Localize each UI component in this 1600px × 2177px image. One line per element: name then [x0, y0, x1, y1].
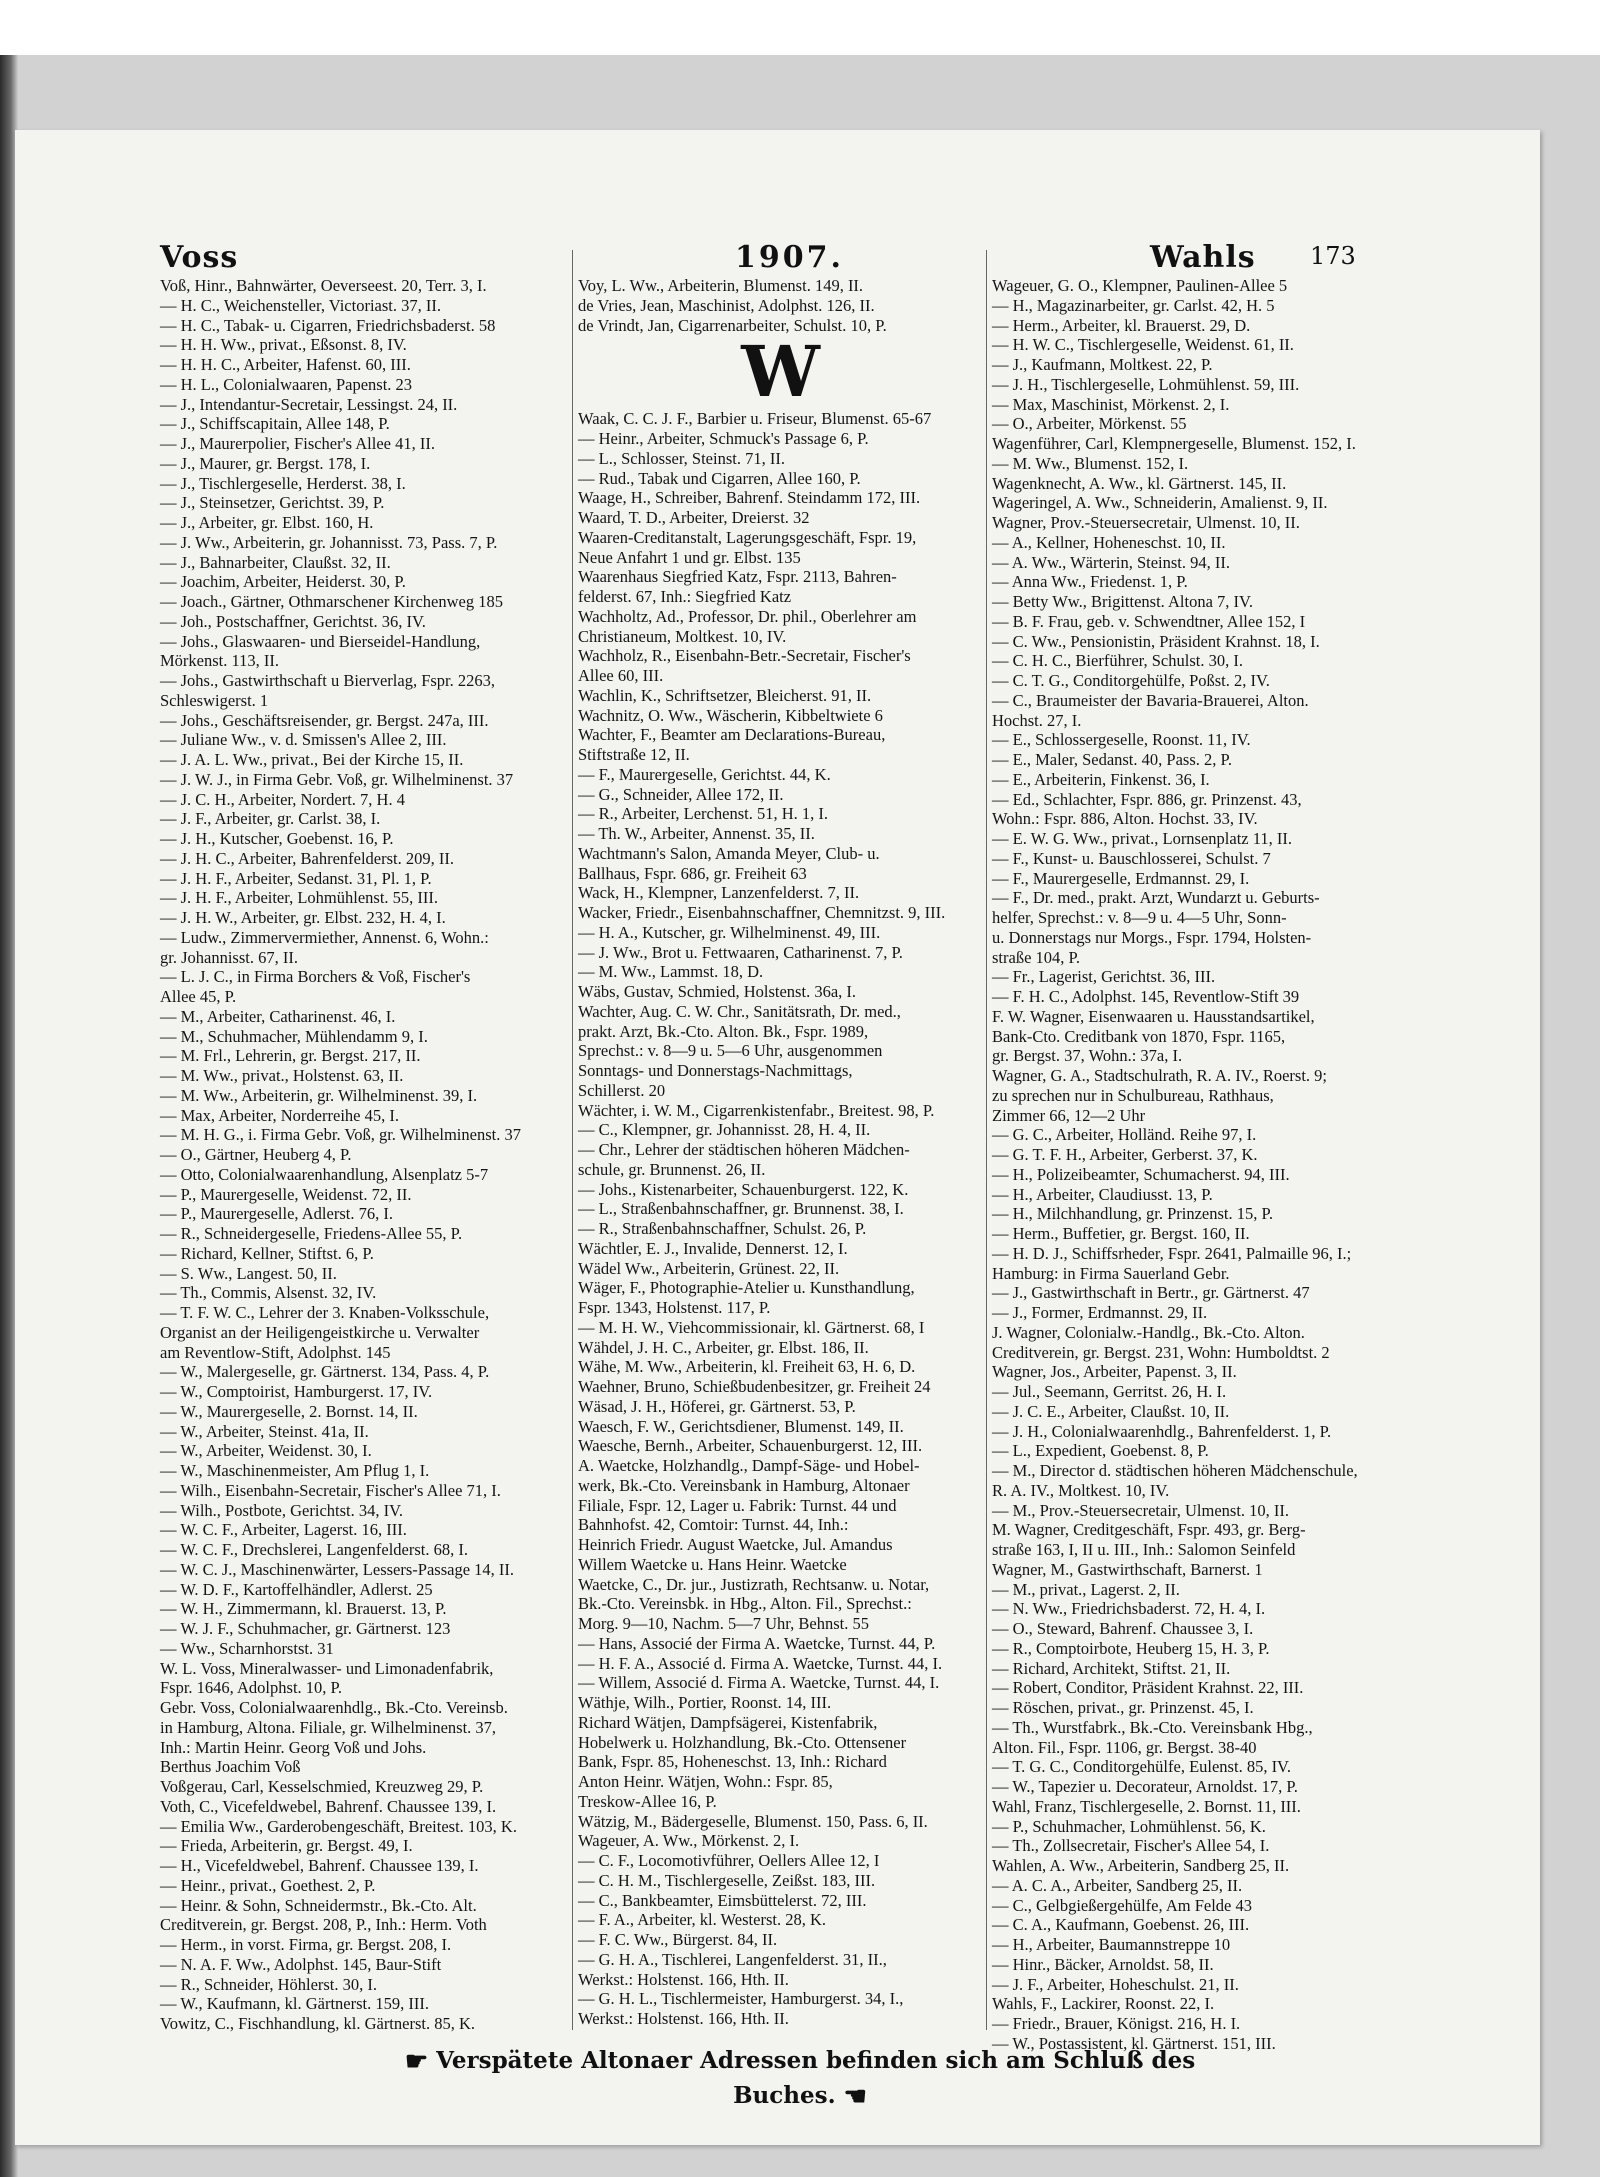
directory-entry: — Herm., in vorst. Firma, gr. Bergst. 208, I. [160, 1935, 452, 1954]
directory-entry: zu sprechen nur in Schulbureau, Rathhaus, [992, 1085, 1274, 1105]
directory-entry: — G. H. A., Tischlerei, Langenfelderst. 31, II., [578, 1949, 887, 1969]
directory-entry: — F., Dr. med., prakt. Arzt, Wundarzt u. Geburts- [992, 888, 1320, 908]
directory-entry: — F. C. Ww., Bürgerst. 84, II. [578, 1930, 778, 1949]
directory-entry: — M., Schuhmacher, Mühlendamm 9, I. [160, 1026, 428, 1046]
directory-entry: — Th., Commis, Alsenst. 32, IV. [160, 1283, 377, 1303]
directory-entry: — M., Prov.-Steuersecretair, Ulmenst. 10, II. [992, 1500, 1290, 1520]
directory-entry: — J. A. L. Ww., privat., Bei der Kirche 15, II. [160, 750, 464, 769]
directory-entry: Wack, H., Klempner, Lanzenfelderst. 7, II. [578, 883, 860, 903]
column-divider [572, 250, 573, 2030]
directory-entry: Waesch, F. W., Gerichtsdiener, Blumenst. 149, II. [578, 1416, 904, 1436]
directory-entry: — Joh., Postschaffner, Gerichtst. 36, IV. [160, 611, 426, 631]
directory-entry: — M. H. W., Viehcommissionair, kl. Gärtnerst. 68, I [578, 1317, 925, 1337]
pointing-hand-left-icon: ☚ [843, 2082, 867, 2112]
directory-entry: Bahnhofst. 42, Comtoir: Turnst. 44, Inh.: [578, 1515, 849, 1535]
directory-entry: — J., Former, Erdmannst. 29, II. [992, 1303, 1208, 1322]
directory-entry: — H., Arbeiter, Baumannstreppe 10 [992, 1935, 1231, 1954]
directory-entry: — H. L., Colonialwaaren, Papenst. 23 [160, 374, 413, 394]
directory-entry: Anton Heinr. Wätjen, Wohn.: Fspr. 85, [578, 1772, 833, 1791]
directory-entry: — L., Straßenbahnschaffner, gr. Brunnenst. 38, I. [578, 1199, 904, 1219]
directory-entry: J. Wagner, Colonialw.-Handlg., Bk.-Cto. Alton. [992, 1322, 1305, 1342]
directory-entry: — Juliane Ww., v. d. Smissen's Allee 2, III. [160, 730, 447, 750]
directory-entry: — Joachim, Arbeiter, Heiderst. 30, P. [160, 572, 406, 592]
directory-entry: Waehner, Bruno, Schießbudenbesitzer, gr. Freiheit 24 [578, 1377, 931, 1396]
directory-entry: — Röschen, privat., gr. Prinzenst. 45, I. [992, 1698, 1254, 1717]
directory-entry: — W., Malergeselle, gr. Gärtnerst. 134, Pass. 4, P. [160, 1362, 490, 1382]
directory-entry: Fspr. 1646, Adolphst. 10, P. [160, 1678, 342, 1698]
directory-entry: — M. Frl., Lehrerin, gr. Bergst. 217, II. [160, 1046, 421, 1066]
directory-entry: Wäsad, J. H., Höferei, gr. Gärtnerst. 53, P. [578, 1396, 856, 1416]
header-left-keyword: Voss [160, 240, 239, 275]
directory-entry: — H. D. J., Schiffsrheder, Fspr. 2641, Palmaille 96, I.; [992, 1243, 1352, 1263]
directory-entry: — J., Maurerpolier, Fischer's Allee 41, II. [160, 434, 435, 453]
directory-entry: Wähdel, J. H. C., Arbeiter, gr. Elbst. 186, II. [578, 1337, 869, 1357]
pointing-hand-right-icon: ☛ [404, 2047, 429, 2077]
directory-entry: — Joach., Gärtner, Othmarschener Kirchenweg 185 [160, 592, 503, 611]
directory-entry: — W. J. F., Schuhmacher, gr. Gärtnerst. 123 [160, 1619, 451, 1638]
directory-entry: — C. H. M., Tischlergeselle, Zeißst. 183, III. [578, 1870, 876, 1890]
directory-entry: — W., Tapezier u. Decorateur, Arnoldst. 17, P. [992, 1777, 1298, 1796]
directory-entry: — J. Ww., Arbeiterin, gr. Johannisst. 73, Pass. 7, P. [160, 532, 498, 552]
directory-entry: — J. Ww., Brot u. Fettwaaren, Catharinenst. 7, P. [578, 942, 903, 962]
directory-entry: Wacker, Friedr., Eisenbahnschaffner, Chemnitzst. 9, III. [578, 903, 946, 922]
directory-entry: M. Wagner, Creditgeschäft, Fspr. 493, gr. Berg- [992, 1520, 1306, 1540]
directory-entry: Filiale, Fspr. 12, Lager u. Fabrik: Turnst. 44 und [578, 1495, 897, 1515]
directory-entry: — Johs., Glaswaaren- und Bierseidel-Handlung, [160, 631, 481, 651]
directory-entry: — L. J. C., in Firma Borchers & Voß, Fischer's [160, 967, 471, 987]
directory-entry: Waaren-Creditanstalt, Lagerungsgeschäft, Fspr. 19, [578, 527, 917, 547]
directory-entry: — Johs., Kistenarbeiter, Schauenburgerst. 122, K. [578, 1179, 909, 1199]
directory-entry: Mörkenst. 113, II. [160, 651, 279, 671]
directory-entry: Gebr. Voss, Colonialwaarenhdlg., Bk.-Cto. Vereinsb. [160, 1698, 508, 1717]
directory-entry: Schleswigerst. 1 [160, 690, 269, 710]
column-2-preceding-entries [578, 276, 983, 335]
directory-entry: Wachnitz, O. Ww., Wäscherin, Kibbeltwiete 6 [578, 705, 883, 725]
directory-entry: — Robert, Conditor, Präsident Krahnst. 22, III. [992, 1678, 1304, 1698]
directory-entry: — J., Bahnarbeiter, Claußst. 32, II. [160, 552, 391, 572]
directory-entry: — H. A., Kutscher, gr. Wilhelminenst. 49, III. [578, 922, 881, 942]
directory-entry: — E., Schlossergeselle, Roonst. 11, IV. [992, 730, 1251, 750]
directory-entry: — W., Comptoirist, Hamburgerst. 17, IV. [160, 1382, 433, 1401]
directory-entry: — H. F. A., Associé d. Firma A. Waetcke, Turnst. 44, I. [578, 1653, 943, 1673]
directory-entry: Wächtler, E. J., Invalide, Dennerst. 12, I. [578, 1238, 848, 1258]
directory-entry: schule, gr. Brunnenst. 26, II. [578, 1159, 766, 1179]
directory-entry: — J. H., Tischlergeselle, Lohmühlenst. 59, III. [992, 374, 1300, 394]
directory-entry: — C., Braumeister der Bavaria-Brauerei, Alton. [992, 690, 1309, 710]
directory-entry: — J., Schiffscapitain, Allee 148, P. [160, 414, 390, 434]
directory-entry: Wagner, M., Gastwirthschaft, Barnerst. 1 [992, 1559, 1263, 1579]
directory-entry: — P., Maurergeselle, Adlerst. 76, I. [160, 1204, 393, 1224]
directory-entry: — Ed., Schlachter, Fspr. 886, gr. Prinzenst. 43, [992, 789, 1302, 809]
directory-entry: Richard Wätjen, Dampfsägerei, Kistenfabrik, [578, 1712, 878, 1732]
directory-entry: Zimmer 66, 12—2 Uhr [992, 1105, 1146, 1125]
directory-entry: — M. H. G., i. Firma Gebr. Voß, gr. Wilhelminenst. 37 [160, 1125, 521, 1145]
directory-entry: — H. H. C., Arbeiter, Hafenst. 60, III. [160, 355, 411, 374]
directory-entry: — L., Expedient, Goebenst. 8, P. [992, 1441, 1209, 1461]
directory-entry: W. L. Voss, Mineralwasser- und Limonadenfabrik, [160, 1658, 494, 1678]
directory-entry: Allee 45, P. [160, 987, 237, 1006]
directory-entry: — Herm., Arbeiter, kl. Brauerst. 29, D. [992, 315, 1251, 335]
directory-entry: Wahls, F., Lackirer, Roonst. 22, I. [992, 1994, 1215, 2014]
directory-entry: — Max, Arbeiter, Norderreihe 45, I. [160, 1105, 399, 1125]
directory-entry: — W., Maschinenmeister, Am Pflug 1, I. [160, 1461, 430, 1480]
directory-entry: Wohn.: Fspr. 886, Alton. Hochst. 33, IV. [992, 809, 1258, 829]
directory-entry: — W. C. F., Arbeiter, Lagerst. 16, III. [160, 1520, 407, 1540]
directory-entry: — F., Maurergeselle, Erdmannst. 29, I. [992, 868, 1250, 888]
directory-entry: — J., Intendantur-Secretair, Lessingst. 24, II. [160, 394, 458, 414]
directory-entry: Morg. 9—10, Nachm. 5—7 Uhr, Behnst. 55 [578, 1614, 869, 1633]
directory-entry: Wahl, Franz, Tischlergeselle, 2. Bornst. 11, III. [992, 1796, 1301, 1816]
directory-entry: Wachtmann's Salon, Amanda Meyer, Club- u. [578, 843, 880, 863]
directory-entry: — J. H., Colonialwaarenhdlg., Bahrenfelderst. 1, P. [992, 1421, 1332, 1441]
directory-entry: Voßgerau, Carl, Kesselschmied, Kreuzweg 29, P. [160, 1777, 484, 1796]
directory-entry: — G. T. F. H., Arbeiter, Gerberst. 37, K. [992, 1145, 1258, 1164]
directory-entry: Sonntags- und Donnerstags-Nachmittags, [578, 1061, 853, 1080]
directory-entry: — W. C. J., Maschinenwärter, Lessers-Passage 14, II. [160, 1559, 515, 1579]
directory-entry: — M. Ww., Arbeiterin, gr. Wilhelminenst. 39, I. [160, 1085, 478, 1105]
directory-entry: — H. W. C., Tischlergeselle, Weidenst. 61, II. [992, 335, 1294, 355]
directory-entry: Waage, H., Schreiber, Bahrenf. Steindamm 172, III. [578, 488, 921, 508]
directory-entry: — Anna Ww., Friedenst. 1, P. [992, 572, 1188, 592]
directory-entry: Wahlen, A. Ww., Arbeiterin, Sandberg 25, II. [992, 1856, 1290, 1875]
directory-entry: de Vrindt, Jan, Cigarrenarbeiter, Schulst. 10, P. [578, 315, 887, 335]
directory-entry: — Jul., Seemann, Gerritst. 26, H. I. [992, 1382, 1227, 1401]
directory-entry: — J., Tischlergeselle, Herderst. 38, I. [160, 473, 406, 493]
directory-entry: — O., Gärtner, Heuberg 4, P. [160, 1145, 352, 1164]
directory-entry: — T. G. C., Conditorgehülfe, Eulenst. 85, IV. [992, 1757, 1291, 1777]
directory-entry: Voß, Hinr., Bahnwärter, Oeverseest. 20, Terr. 3, I. [160, 276, 487, 295]
directory-entry: Wagenknecht, A. Ww., kl. Gärtnerst. 145, II. [992, 473, 1287, 493]
directory-entry: Heinrich Friedr. August Waetcke, Jul. Amandus [578, 1535, 893, 1554]
directory-entry: R. A. IV., Moltkest. 10, IV. [992, 1480, 1170, 1500]
directory-entry: — Ludw., Zimmervermiether, Annenst. 6, Wohn.: [160, 927, 489, 947]
directory-entry: — A. Ww., Wärterin, Steinst. 94, II. [992, 552, 1230, 572]
directory-entry: — Heinr., privat., Goethest. 2, P. [160, 1875, 376, 1895]
directory-entry: Waesche, Bernh., Arbeiter, Schauenburgerst. 12, III. [578, 1436, 923, 1456]
directory-entry: Wagner, G. A., Stadtschulrath, R. A. IV., Roerst. 9; [992, 1066, 1328, 1085]
directory-entry: — H., Magazinarbeiter, gr. Carlst. 42, H. 5 [992, 295, 1275, 315]
directory-entry: Wädel Ww., Arbeiterin, Grünest. 22, II. [578, 1258, 840, 1278]
directory-entry: Wagenführer, Carl, Klempnergeselle, Blumenst. 152, I. [992, 434, 1356, 453]
directory-entry: — Johs., Gastwirthschaft u Bierverlag, Fspr. 2263, [160, 671, 496, 690]
directory-entry: — W., Postassistent, kl. Gärtnerst. 151, III. [992, 2033, 1276, 2053]
directory-entry: Waetcke, C., Dr. jur., Justizrath, Rechtsanw. u. Notar, [578, 1574, 930, 1594]
directory-entry: — Ww., Scharnhorstst. 31 [160, 1638, 334, 1658]
directory-entry: — Willem, Associé d. Firma A. Waetcke, Turnst. 44, I. [578, 1673, 940, 1693]
directory-entry: prakt. Arzt, Bk.-Cto. Alton. Bk., Fspr. 1989, [578, 1021, 869, 1041]
directory-entry: — Friedr., Brauer, Königst. 216, H. I. [992, 2014, 1241, 2033]
directory-entry: — C. Ww., Pensionistin, Präsident Krahnst. 18, I. [992, 631, 1320, 651]
directory-entry: — J., Steinsetzer, Gerichtst. 39, P. [160, 493, 385, 513]
directory-entry: — C., Gelbgießergehülfe, Am Felde 43 [992, 1895, 1252, 1915]
directory-entry: — J. H. F., Arbeiter, Sedanst. 31, Pl. 1, P. [160, 868, 432, 888]
directory-entry: Wäthje, Wilh., Portier, Roonst. 14, III. [578, 1693, 832, 1712]
directory-entry: — Wilh., Eisenbahn-Secretair, Fischer's Allee 71, I. [160, 1480, 501, 1500]
directory-entry: Berthus Joachim Voß [160, 1757, 301, 1777]
directory-entry: Bank, Fspr. 85, Hoheneschst. 13, Inh.: Richard [578, 1752, 887, 1772]
directory-entry: — Betty Ww., Brigittenst. Altona 7, IV. [992, 592, 1253, 611]
directory-entry: werk, Bk.-Cto. Vereinsbank in Hamburg, Altonaer [578, 1475, 910, 1495]
directory-entry: Allee 60, III. [578, 666, 664, 685]
footer-note [350, 2044, 1250, 2112]
directory-entry: — G., Schneider, Allee 172, II. [578, 784, 784, 804]
directory-entry: — M., privat., Lagerst. 2, II. [992, 1579, 1180, 1599]
directory-entry: — Otto, Colonialwaarenhandlung, Alsenplatz 5-7 [160, 1164, 489, 1184]
directory-entry: — J. H. C., Arbeiter, Bahrenfelderst. 209, II. [160, 848, 454, 868]
directory-entry: Alton. Fil., Fspr. 1106, gr. Bergst. 38-40 [992, 1737, 1257, 1757]
directory-entry: — Hinr., Bäcker, Arnoldst. 58, II. [992, 1954, 1214, 1974]
directory-entry: — W., Maurergeselle, 2. Bornst. 14, II. [160, 1401, 418, 1421]
directory-entry: — Emilia Ww., Garderobengeschäft, Breitest. 103, K. [160, 1816, 517, 1836]
directory-entry: — Heinr., Arbeiter, Schmuck's Passage 6, P. [578, 429, 869, 448]
directory-entry: — F. H. C., Adolphst. 145, Reventlow-Stift 39 [992, 987, 1300, 1006]
header-year: 1907. [735, 240, 844, 275]
directory-entry: felderst. 67, Inh.: Siegfried Katz [578, 587, 792, 606]
directory-entry: — M., Director d. städtischen höheren Mädchenschule, [992, 1461, 1358, 1480]
directory-entry: — Hans, Associé der Firma A. Waetcke, Turnst. 44, P. [578, 1633, 936, 1653]
directory-entry: — Rud., Tabak und Cigarren, Allee 160, P. [578, 468, 861, 488]
directory-entry: — N. A. F. Ww., Adolphst. 145, Baur-Stift [160, 1954, 442, 1974]
directory-entry: — Herm., Buffetier, gr. Bergst. 160, II. [992, 1224, 1250, 1243]
directory-entry: Waarenhaus Siegfried Katz, Fspr. 2113, Bahren- [578, 567, 897, 587]
directory-entry: — J. C. H., Arbeiter, Nordert. 7, H. 4 [160, 789, 405, 809]
directory-entry: — Chr., Lehrer der städtischen höheren Mädchen- [578, 1140, 910, 1159]
directory-entry: — Th. W., Arbeiter, Annenst. 35, II. [578, 824, 815, 843]
directory-entry: Stiftstraße 12, II. [578, 745, 690, 764]
directory-entry: — R., Straßenbahnschaffner, Schulst. 26, P. [578, 1219, 867, 1238]
directory-entry: Wächter, i. W. M., Cigarrenkistenfabr., Breitest. 98, P. [578, 1100, 935, 1120]
directory-entry: — Fr., Lagerist, Gerichtst. 36, III. [992, 967, 1216, 987]
directory-entry: — G. H. L., Tischlermeister, Hamburgerst. 34, I., [578, 1989, 904, 2009]
directory-entry: — J., Gastwirthschaft in Bertr., gr. Gärtnerst. 47 [992, 1283, 1310, 1303]
directory-entry: Hamburg: in Firma Sauerland Gebr. [992, 1263, 1230, 1283]
directory-entry: — C., Bankbeamter, Eimsbüttelerst. 72, III. [578, 1890, 867, 1910]
directory-entry: — Th., Zollsecretair, Fischer's Allee 54, I. [992, 1836, 1270, 1856]
directory-entry: Wachlin, K., Schriftsetzer, Bleicherst. 91, II. [578, 685, 872, 705]
directory-entry: — A. C. A., Arbeiter, Sandberg 25, II. [992, 1875, 1243, 1895]
directory-entry: — A., Kellner, Hoheneschst. 10, II. [992, 532, 1226, 552]
directory-entry: — E. W. G. Ww., privat., Lornsenplatz 11, II. [992, 829, 1292, 848]
directory-entry: — Max, Maschinist, Mörkenst. 2, I. [992, 394, 1230, 414]
directory-entry: Wätzig, M., Bädergeselle, Blumenst. 150, Pass. 6, II. [578, 1811, 928, 1831]
directory-entry: gr. Bergst. 37, Wohn.: 37a, I. [992, 1046, 1183, 1066]
directory-entry: — H., Vicefeldwebel, Bahrenf. Chaussee 139, I. [160, 1856, 479, 1875]
column-2 [578, 276, 983, 2032]
directory-entry: — H. C., Weichensteller, Victoriast. 37, II. [160, 295, 441, 315]
directory-entry: — J. F., Arbeiter, Hoheschulst. 21, II. [992, 1974, 1239, 1994]
directory-entry: Bank-Cto. Creditbank von 1870, Fspr. 1165, [992, 1026, 1286, 1046]
directory-entry: Wäbs, Gustav, Schmied, Holstenst. 36a, I. [578, 982, 857, 1001]
directory-entry: Hochst. 27, I. [992, 710, 1082, 730]
directory-entry: — H., Milchhandlung, gr. Prinzenst. 15, P. [992, 1204, 1273, 1224]
directory-entry: am Reventlow-Stift, Adolphst. 145 [160, 1342, 391, 1362]
directory-entry: — F., Kunst- u. Bauschlosserei, Schulst. 7 [992, 848, 1271, 868]
directory-entry: Christianeum, Moltkest. 10, IV. [578, 626, 787, 646]
directory-entry: — J. H. W., Arbeiter, gr. Elbst. 232, H. 4, I. [160, 908, 446, 927]
running-head [160, 240, 1390, 274]
directory-entry: — C. A., Kaufmann, Goebenst. 26, III. [992, 1915, 1250, 1935]
directory-entry: — C. F., Locomotivführer, Oellers Allee 12, I [578, 1851, 880, 1870]
directory-entry: — M. Ww., Blumenst. 152, I. [992, 453, 1189, 473]
directory-entry: — Heinr. & Sohn, Schneidermstr., Bk.-Cto. Alt. [160, 1895, 477, 1915]
column-2-entries [578, 409, 983, 2029]
directory-entry: Creditverein, gr. Bergst. 231, Wohn: Humboldtst. 2 [992, 1342, 1330, 1362]
column-3 [992, 276, 1397, 2053]
directory-entry: Treskow-Allee 16, P. [578, 1791, 717, 1811]
directory-entry: — H. C., Tabak- u. Cigarren, Friedrichsbaderst. 58 [160, 315, 496, 335]
directory-entry: — J. H. F., Arbeiter, Lohmühlenst. 55, III. [160, 888, 439, 908]
directory-entry: — J. C. E., Arbeiter, Claußst. 10, II. [992, 1401, 1230, 1421]
directory-entry: gr. Johannisst. 67, II. [160, 947, 298, 967]
directory-entry: — E., Arbeiterin, Finkenst. 36, I. [992, 769, 1210, 789]
directory-entry: Sprechst.: v. 8—9 u. 5—6 Uhr, ausgenommen [578, 1041, 883, 1061]
directory-entry: Wachter, F., Beamter am Declarations-Bureau, [578, 725, 886, 745]
directory-entry: Voy, L. Ww., Arbeiterin, Blumenst. 149, II. [578, 276, 864, 295]
directory-entry: — Richard, Architekt, Stiftst. 21, II. [992, 1658, 1231, 1678]
directory-entry: — J., Kaufmann, Moltkest. 22, P. [992, 355, 1213, 374]
column-1 [160, 276, 565, 2032]
directory-entry: — L., Schlosser, Steinst. 71, II. [578, 448, 785, 468]
directory-entry: — P., Maurergeselle, Weidenst. 72, II. [160, 1184, 412, 1204]
directory-entry: Neue Anfahrt 1 und gr. Elbst. 135 [578, 547, 801, 567]
directory-entry: — M. Ww., Lammst. 18, D. [578, 962, 764, 982]
directory-entry: — W., Arbeiter, Weidenst. 30, I. [160, 1441, 372, 1461]
directory-entry: — N. Ww., Friedrichsbaderst. 72, H. 4, I. [992, 1599, 1266, 1619]
directory-entry: — F., Maurergeselle, Gerichtst. 44, K. [578, 764, 831, 784]
directory-entry: Waak, C. C. J. F., Barbier u. Friseur, Blumenst. 65-67 [578, 409, 932, 429]
page-number: 173 [1310, 242, 1356, 270]
directory-entry: — R., Comptoirbote, Heuberg 15, H. 3, P. [992, 1638, 1270, 1658]
directory-entry: — W., Arbeiter, Steinst. 41a, II. [160, 1421, 369, 1441]
directory-entry: Vowitz, C., Fischhandlung, kl. Gärtnerst. 85, K. [160, 2014, 476, 2033]
directory-entry: — Johs., Geschäftsreisender, gr. Bergst. 247a, III. [160, 710, 489, 730]
directory-entry: Wachter, Aug. C. W. Chr., Sanitätsrath, Dr. med., [578, 1001, 901, 1021]
directory-entry: Wagner, Jos., Arbeiter, Papenst. 3, II. [992, 1362, 1237, 1382]
directory-entry: Hobelwerk u. Holzhandlung, Bk.-Cto. Ottensener [578, 1732, 907, 1752]
directory-entry: — P., Schuhmacher, Lohmühlenst. 56, K. [992, 1816, 1266, 1836]
directory-entry: — C. T. G., Conditorgehülfe, Poßst. 2, IV. [992, 671, 1270, 690]
directory-entry: — J. H., Kutscher, Goebenst. 16, P. [160, 829, 394, 848]
directory-entry: A. Waetcke, Holzhandlg., Dampf-Säge- und Hobel- [578, 1456, 920, 1475]
directory-entry: — H., Arbeiter, Claudiusst. 13, P. [992, 1184, 1213, 1204]
directory-entry: — H. H. Ww., privat., Eßsonst. 8, IV. [160, 335, 407, 355]
directory-entry: — J., Arbeiter, gr. Elbst. 160, H. [160, 513, 374, 532]
section-letter: W [741, 330, 820, 414]
directory-entry: — C., Klempner, gr. Johannisst. 28, H. 4, II. [578, 1120, 871, 1140]
directory-entry: straße 104, P. [992, 947, 1080, 967]
directory-entry: straße 163, I, II u. III., Inh.: Salomon Seinfeld [992, 1540, 1296, 1559]
directory-entry: Werkst.: Holstenst. 166, Hth. II. [578, 2009, 789, 2028]
directory-entry: Inh.: Martin Heinr. Georg Voß und Johs. [160, 1737, 427, 1757]
directory-entry: Wähe, M. Ww., Arbeiterin, kl. Freiheit 63, H. 6, D. [578, 1357, 916, 1377]
directory-entry: — O., Arbeiter, Mörkenst. 55 [992, 414, 1187, 434]
directory-entry: — B. F. Frau, geb. v. Schwendtner, Allee 152, I [992, 611, 1306, 631]
directory-entry: — T. F. W. C., Lehrer der 3. Knaben-Volksschule, [160, 1303, 490, 1322]
directory-entry: Wageuer, A. Ww., Mörkenst. 2, I. [578, 1831, 800, 1851]
directory-entry: u. Donnerstags nur Morgs., Fspr. 1794, Holsten- [992, 927, 1312, 947]
directory-entry: — W., Kaufmann, kl. Gärtnerst. 159, III. [160, 1994, 429, 2014]
directory-entry: de Vries, Jean, Maschinist, Adolphst. 126, II. [578, 295, 875, 315]
directory-entry: — M. Ww., privat., Holstenst. 63, II. [160, 1066, 404, 1085]
directory-entry: — E., Maler, Sedanst. 40, Pass. 2, P. [992, 750, 1232, 769]
directory-entry: — M., Arbeiter, Catharinenst. 46, I. [160, 1006, 396, 1026]
directory-entry: Wageringel, A. Ww., Schneiderin, Amalienst. 9, II. [992, 493, 1328, 513]
directory-entry: — G. C., Arbeiter, Holländ. Reihe 97, I. [992, 1125, 1257, 1145]
directory-entry: Bk.-Cto. Vereinsbk. in Hbg., Alton. Fil., Sprechst.: [578, 1594, 912, 1614]
directory-entry: — J., Maurer, gr. Bergst. 178, I. [160, 453, 371, 473]
header-right-keyword: Wahls [1150, 240, 1256, 275]
directory-entry: — F. A., Arbeiter, kl. Westerst. 28, K. [578, 1910, 826, 1930]
directory-entry: Willem Waetcke u. Hans Heinr. Waetcke [578, 1554, 847, 1574]
footer-text: Verspätete Altonaer Adressen befinden sich am Schluß des Buches. [436, 2047, 1196, 2109]
directory-entry: — Richard, Kellner, Stiftst. 6, P. [160, 1243, 374, 1263]
directory-entry: Fspr. 1343, Holstenst. 117, P. [578, 1298, 771, 1317]
directory-entry: — R., Schneidergeselle, Friedens-Allee 55, P. [160, 1224, 463, 1243]
directory-entry: — S. Ww., Langest. 50, II. [160, 1263, 337, 1283]
directory-entry: Wachholz, R., Eisenbahn-Betr.-Secretair, Fischer's [578, 646, 911, 666]
directory-entry: Wageuer, G. O., Klempner, Paulinen-Allee 5 [992, 276, 1288, 295]
directory-entry: Werkst.: Holstenst. 166, Hth. II. [578, 1969, 789, 1989]
column-divider [986, 250, 987, 2030]
directory-entry: Schillerst. 20 [578, 1080, 666, 1100]
directory-entry: — J. W. J., in Firma Gebr. Voß, gr. Wilhelminenst. 37 [160, 769, 514, 789]
directory-entry: Waard, T. D., Arbeiter, Dreierst. 32 [578, 508, 810, 527]
directory-entry: Creditverein, gr. Bergst. 208, P., Inh.: Herm. Voth [160, 1915, 487, 1935]
directory-entry: in Hamburg, Altona. Filiale, gr. Wilhelminenst. 37, [160, 1717, 497, 1737]
directory-entry: — R., Arbeiter, Lerchenst. 51, H. 1, I. [578, 804, 828, 824]
directory-entry: Wachholtz, Ad., Professor, Dr. phil., Oberlehrer am [578, 606, 917, 626]
directory-entry: — H., Polizeibeamter, Schumacherst. 94, III. [992, 1164, 1290, 1184]
directory-entry: — Th., Wurstfabrk., Bk.-Cto. Vereinsbank Hbg., [992, 1717, 1313, 1737]
directory-entry: Ballhaus, Fspr. 686, gr. Freiheit 63 [578, 863, 807, 883]
directory-entry: Organist an der Heiligengeistkirche u. Verwalter [160, 1322, 480, 1342]
directory-entry: Voth, C., Vicefeldwebel, Bahrenf. Chaussee 139, I. [160, 1796, 497, 1816]
directory-entry: — Frieda, Arbeiterin, gr. Bergst. 49, I. [160, 1836, 413, 1856]
directory-entry: — W. C. F., Drechslerei, Langenfelderst. 68, I. [160, 1540, 468, 1559]
directory-entry: — W. D. F., Kartoffelhändler, Adlerst. 25 [160, 1579, 433, 1599]
directory-entry: — W. H., Zimmermann, kl. Brauerst. 13, P. [160, 1599, 447, 1619]
directory-entry: — Wilh., Postbote, Gerichtst. 34, IV. [160, 1500, 404, 1520]
directory-entry: Wäger, F., Photographie-Atelier u. Kunsthandlung, [578, 1278, 915, 1298]
directory-entry: helfer, Sprechst.: v. 8—9 u. 4—5 Uhr, Sonn- [992, 908, 1287, 927]
directory-entry: Wagner, Prov.-Steuersecretair, Ulmenst. 10, II. [992, 513, 1300, 532]
directory-entry: — O., Steward, Bahrenf. Chaussee 3, I. [992, 1619, 1254, 1638]
directory-entry: — C. H. C., Bierführer, Schulst. 30, I. [992, 651, 1243, 671]
directory-entry: — J. F., Arbeiter, gr. Carlst. 38, I. [160, 809, 381, 829]
directory-entry: F. W. Wagner, Eisenwaaren u. Hausstandsartikel, [992, 1006, 1315, 1026]
directory-entry: — R., Schneider, Höhlerst. 30, I. [160, 1974, 378, 1994]
